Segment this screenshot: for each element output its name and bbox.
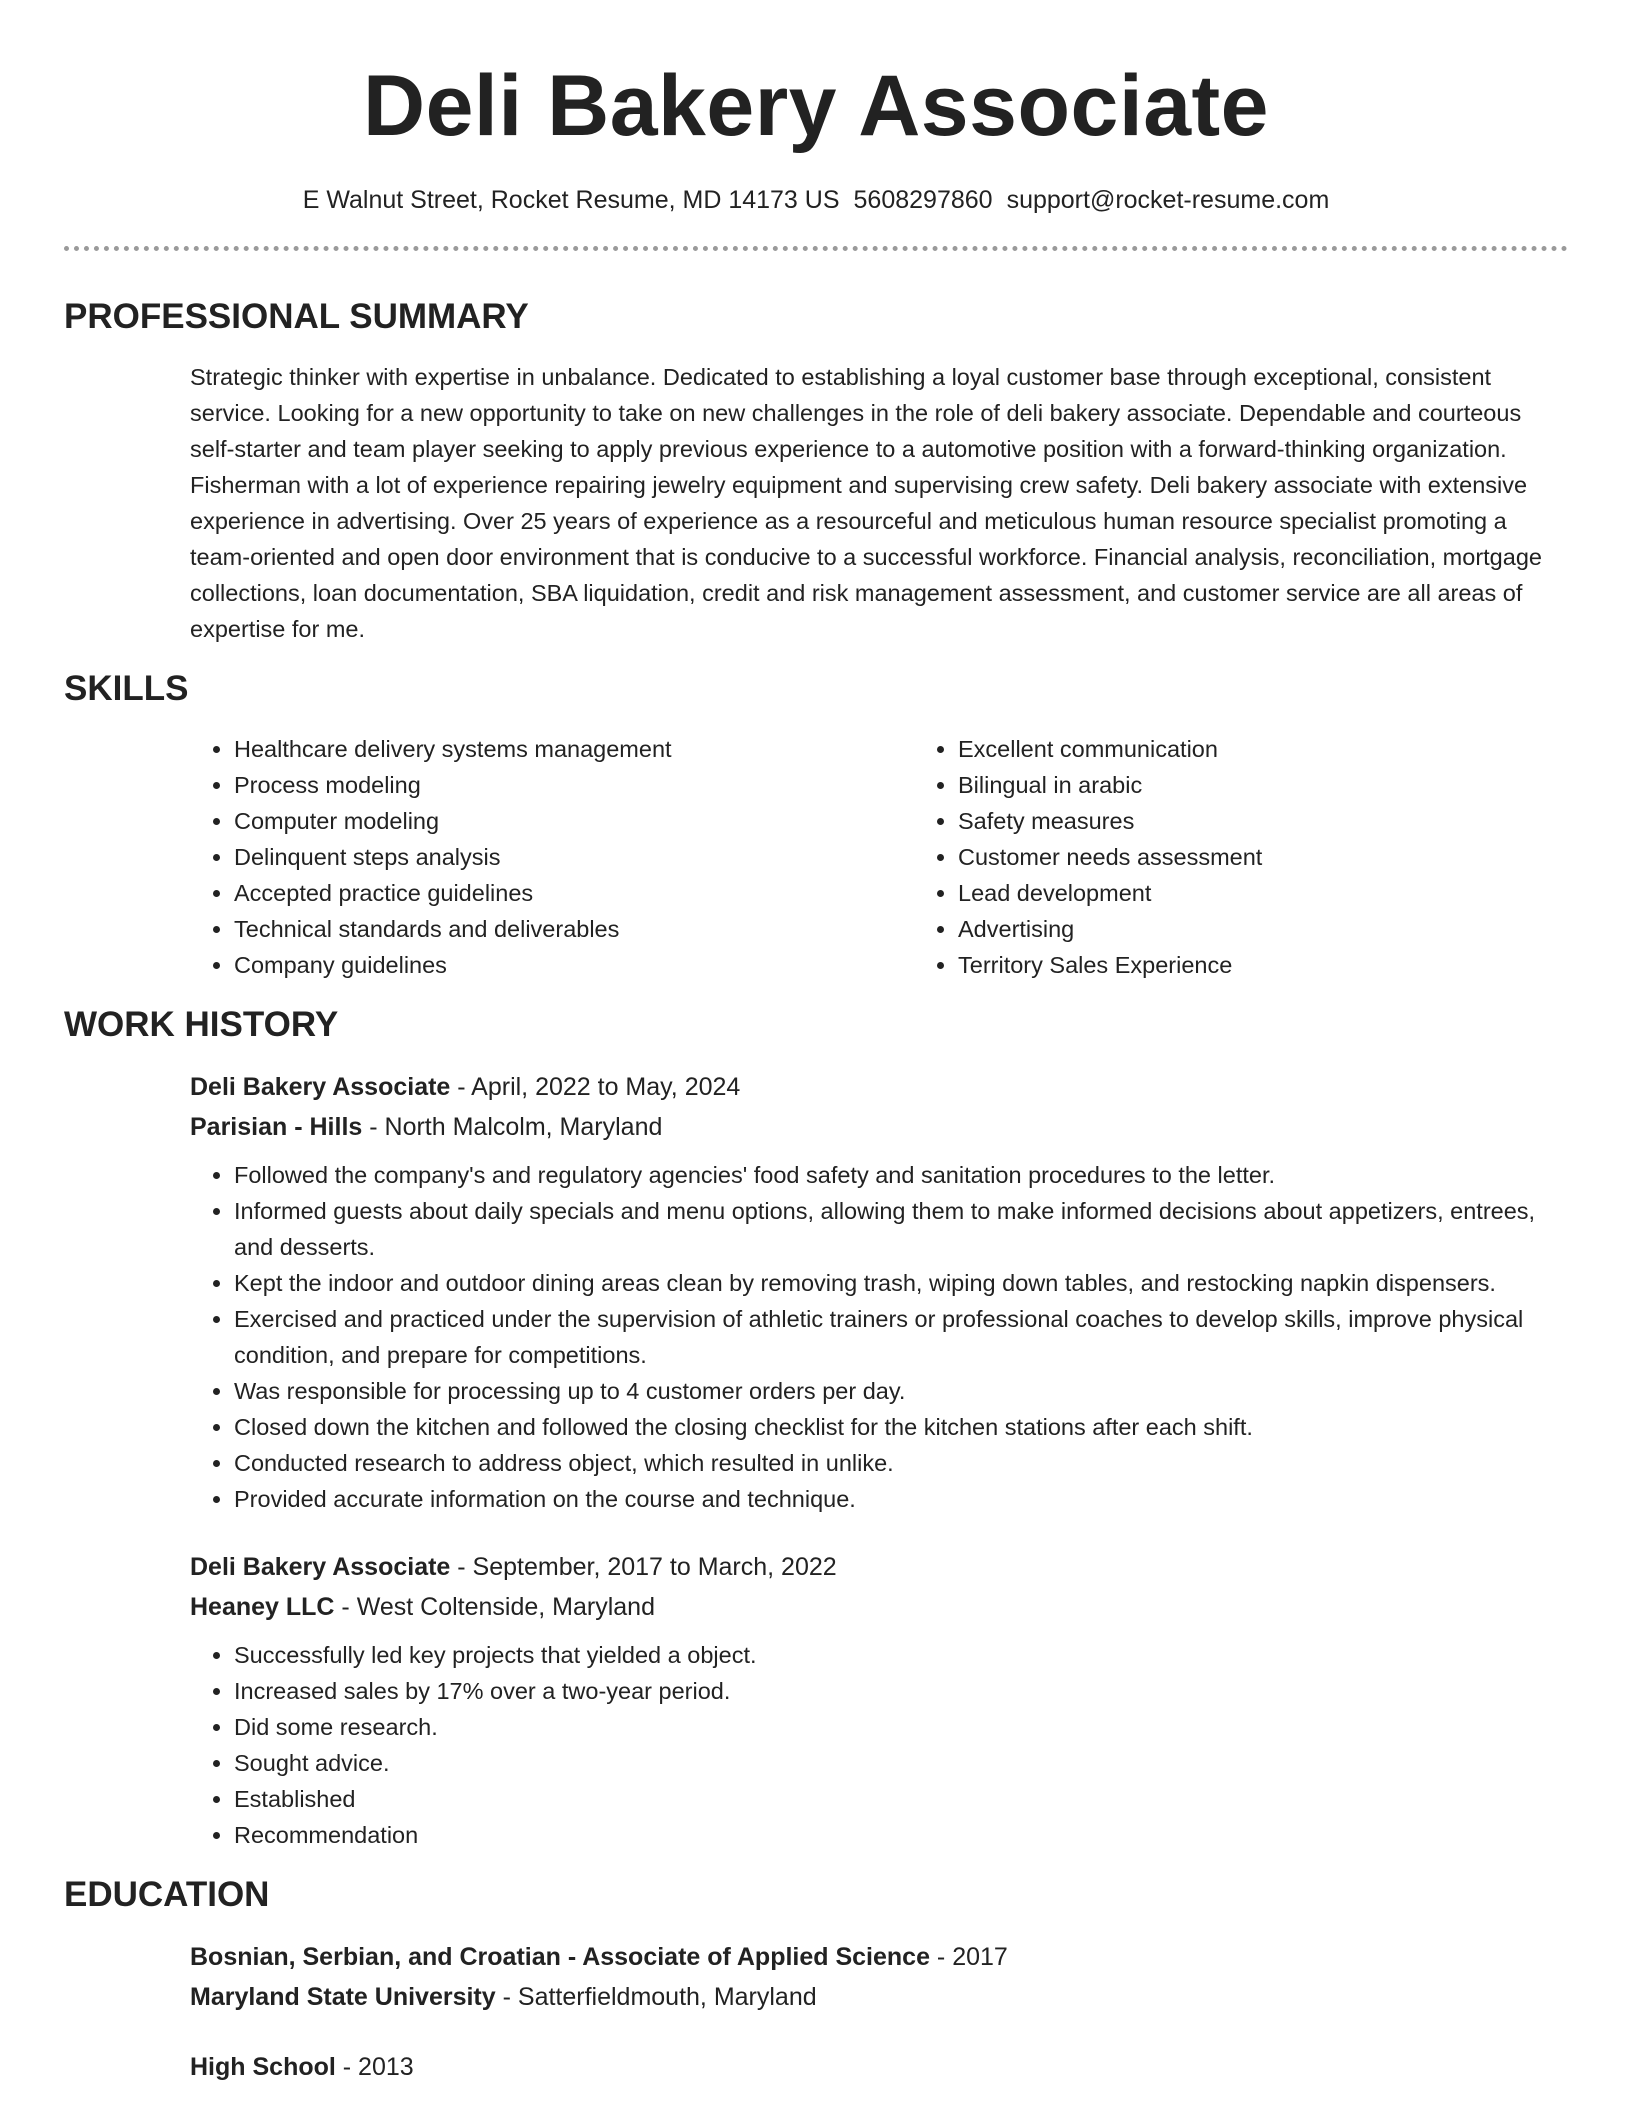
education-school-line	[190, 1977, 1568, 2017]
job-bullet: • Did some research.	[234, 1709, 1568, 1745]
skill-item: • Bilingual in arabic	[958, 767, 1262, 803]
work-history-section	[64, 1003, 1568, 1853]
job-role: Deli Bakery Associate	[190, 1553, 451, 1581]
job-bullet: • Followed the company's and regulatory agencies' food safety and sanitation procedures to the letter.	[234, 1157, 1568, 1193]
summary-section	[64, 295, 1568, 647]
education-location: - Satterfieldmouth, Maryland	[495, 1983, 817, 2011]
education-degree: Bosnian, Serbian, and Croatian - Associate of Applied Science	[190, 1943, 930, 1971]
job-bullets	[190, 1637, 1568, 1853]
skill-item: • Accepted practice guidelines	[234, 875, 914, 911]
education-degree: High School	[190, 2053, 336, 2081]
skills-section	[64, 667, 1568, 983]
education-degree-line	[190, 2047, 1568, 2087]
education-year: - 2017	[929, 1943, 1008, 1971]
education-year: - 2013	[335, 2053, 414, 2081]
skill-item: • Lead development	[958, 875, 1262, 911]
skill-item: • Advertising	[958, 911, 1262, 947]
contact-email: support@rocket-resume.com	[1006, 186, 1330, 214]
job-company: Parisian - Hills	[190, 1113, 363, 1141]
candidate-name: Deli Bakery Associate	[362, 58, 1270, 154]
job-bullet: • Closed down the kitchen and followed the closing checklist for the kitchen stations after each shift.	[234, 1409, 1568, 1445]
skill-item: • Territory Sales Experience	[958, 947, 1262, 983]
education-entry	[190, 1937, 1568, 2017]
job-bullet: • Recommendation	[234, 1817, 1568, 1853]
skills-list-right	[914, 731, 1262, 983]
job-bullet: • Conducted research to address object, which resulted in unlike.	[234, 1445, 1568, 1481]
job-bullet: • Was responsible for processing up to 4 customer orders per day.	[234, 1373, 1568, 1409]
job-bullet: • Kept the indoor and outdoor dining areas clean by removing trash, wiping down tables, and restocking napkin dispensers.	[234, 1265, 1568, 1301]
job-bullet: • Exercised and practiced under the supervision of athletic trainers or professional coaches to develop skills, improve physical condition, and prepare for competitions.	[234, 1301, 1568, 1373]
summary-text: Strategic thinker with expertise in unbalance. Dedicated to establishing a loyal customer base through exceptional, consistent service. Looking for a new opportunity to take on new challenges in the role of deli bakery associate. Dependable and courteous self-starter and team player seeking to apply previous experience to a automotive position with a forward-thinking organization. Fisherman with a lot of experience repairing jewelry equipment and supervising crew safety. Deli bakery associate with extensive experience in advertising. Over 25 years of experience as a resourceful and meticulous human resource specialist promoting a team-oriented and open door environment that is conducive to a successful workforce. Financial analysis, reconciliation, mortgage collections, loan documentation, SBA liquidation, credit and risk management assessment, and customer service are all areas of expertise for me.	[190, 364, 1542, 642]
education-section	[64, 1873, 1568, 2087]
job-title-line	[190, 1067, 1568, 1107]
skills-columns	[190, 731, 1568, 983]
skill-item: • Customer needs assessment	[958, 839, 1262, 875]
education-heading: EDUCATION	[64, 1875, 270, 1914]
skills-heading: SKILLS	[64, 669, 189, 708]
job-location: - West Coltenside, Maryland	[334, 1593, 655, 1621]
education-degree-line	[190, 1937, 1568, 1977]
job-bullets	[190, 1157, 1568, 1517]
education-school: Maryland State University	[190, 1983, 496, 2011]
job-company-line	[190, 1107, 1568, 1147]
job-company: Heaney LLC	[190, 1593, 335, 1621]
skill-item: • Healthcare delivery systems management	[234, 731, 914, 767]
contact-address: E Walnut Street, Rocket Resume, MD 14173 US	[302, 186, 840, 214]
job-entry	[190, 1547, 1568, 1853]
job-bullet: • Sought advice.	[234, 1745, 1568, 1781]
job-dates: - April, 2022 to May, 2024	[450, 1073, 741, 1101]
education-entry	[190, 2047, 1568, 2087]
skill-item: • Technical standards and deliverables	[234, 911, 914, 947]
skills-list-left	[190, 731, 914, 983]
job-bullet: • Increased sales by 17% over a two-year period.	[234, 1673, 1568, 1709]
job-location: - North Malcolm, Maryland	[362, 1113, 663, 1141]
job-dates: - September, 2017 to March, 2022	[450, 1553, 837, 1581]
skill-item: • Company guidelines	[234, 947, 914, 983]
resume-header	[64, 0, 1568, 216]
job-bullet: • Informed guests about daily specials and menu options, allowing them to make informed decisions about appetizers, entrees, and desserts.	[234, 1193, 1568, 1265]
skill-item: • Excellent communication	[958, 731, 1262, 767]
skill-item: • Delinquent steps analysis	[234, 839, 914, 875]
summary-heading: PROFESSIONAL SUMMARY	[64, 297, 529, 336]
job-company-line	[190, 1587, 1568, 1627]
skill-item: • Computer modeling	[234, 803, 914, 839]
job-entry	[190, 1067, 1568, 1517]
contact-phone: 5608297860	[853, 186, 993, 214]
work-history-heading: WORK HISTORY	[64, 1005, 339, 1044]
job-role: Deli Bakery Associate	[190, 1073, 451, 1101]
job-bullet: • Successfully led key projects that yielded a object.	[234, 1637, 1568, 1673]
job-bullet: • Provided accurate information on the course and technique.	[234, 1481, 1568, 1517]
job-bullet: • Established	[234, 1781, 1568, 1817]
job-title-line	[190, 1547, 1568, 1587]
header-divider	[64, 246, 1568, 251]
skill-item: • Process modeling	[234, 767, 914, 803]
contact-info	[64, 184, 1568, 216]
skill-item: • Safety measures	[958, 803, 1262, 839]
